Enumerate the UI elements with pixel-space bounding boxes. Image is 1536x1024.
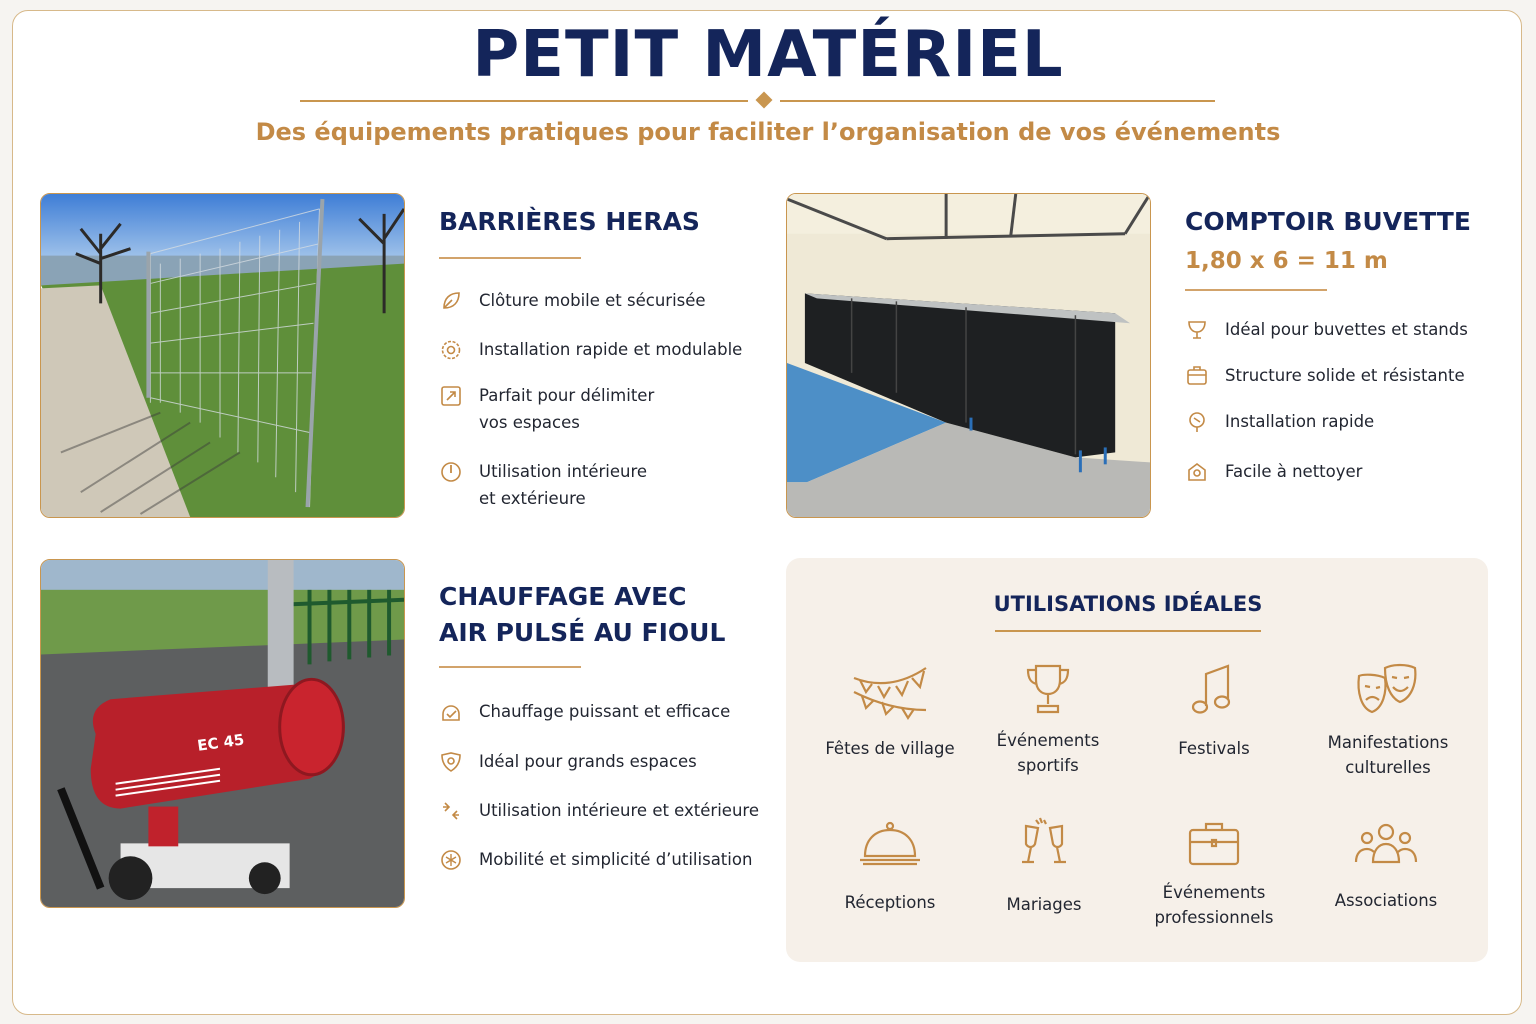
theater-masks-icon — [1353, 660, 1423, 718]
barrieres-feature — [439, 289, 706, 314]
barrieres-title: BARRIÈRES HERAS — [439, 207, 700, 236]
use-label: Réceptions — [844, 893, 936, 912]
compass-icon — [439, 460, 463, 484]
use-item — [1306, 822, 1466, 913]
comptoir-feature — [1185, 460, 1362, 485]
cloche-icon — [857, 820, 923, 868]
comptoir-title: COMPTOIR BUVETTE — [1185, 207, 1471, 236]
comptoir-dimensions: 1,80 x 6 = 11 m — [1185, 248, 1388, 274]
wheel-icon — [439, 848, 463, 872]
use-item — [810, 820, 970, 915]
use-label: Événements professionnels — [1154, 883, 1274, 927]
comptoir-feature — [1185, 410, 1374, 435]
comptoir-photo — [786, 193, 1151, 518]
title-rule-left — [300, 100, 748, 102]
leaf-icon — [439, 289, 463, 313]
feature-text: Idéal pour grands espaces — [479, 752, 697, 771]
trophy-icon — [1018, 662, 1078, 716]
gear-icon — [439, 338, 463, 362]
uses-title: UTILISATIONS IDÉALES — [993, 592, 1263, 616]
barrieres-rule — [439, 257, 581, 259]
clean-icon — [1185, 460, 1209, 484]
feature-text: Mobilité et simplicité d’utilisation — [479, 850, 753, 869]
uses-rule — [995, 630, 1261, 632]
use-label: Associations — [1334, 891, 1438, 910]
feature-text: Installation rapide et modulable — [479, 340, 743, 359]
use-item — [1134, 662, 1294, 761]
use-label: Festivals — [1178, 739, 1250, 758]
swap-icon — [439, 799, 463, 823]
group-icon — [1353, 822, 1419, 866]
feature-text: Idéal pour buvettes et stands — [1225, 320, 1468, 339]
chauffage-feature — [439, 700, 730, 725]
feature-text: Parfait pour délimiter vos espaces — [479, 386, 655, 432]
chauffage-title-line1: CHAUFFAGE AVEC — [439, 582, 687, 611]
barrieres-feature — [439, 384, 654, 436]
drink-icon — [1185, 318, 1209, 342]
page-subtitle: Des équipements pratiques pour faciliter l’organisation de vos événements — [255, 118, 1281, 146]
use-label: Manifestations culturelles — [1327, 733, 1449, 777]
comptoir-feature — [1185, 364, 1465, 389]
flame-icon — [439, 700, 463, 724]
use-label: Fêtes de village — [825, 739, 955, 758]
feature-text: Chauffage puissant et efficace — [479, 702, 731, 721]
page-title: PETIT MATÉRIEL — [472, 18, 1064, 92]
champagne-icon — [1014, 816, 1074, 870]
chauffage-feature — [439, 799, 759, 824]
shield-icon — [439, 750, 463, 774]
heater-model-label: EC 45 — [196, 730, 246, 755]
use-item — [1308, 660, 1468, 780]
tools-icon — [1185, 410, 1209, 434]
use-item — [810, 662, 970, 761]
use-item — [964, 816, 1124, 917]
expand-icon — [439, 384, 463, 408]
bunting-icon — [850, 662, 930, 726]
feature-text: Clôture mobile et sécurisée — [479, 291, 706, 310]
music-note-icon — [1184, 662, 1244, 718]
briefcase-icon — [1184, 818, 1244, 868]
feature-text: Installation rapide — [1225, 412, 1375, 431]
barrieres-photo — [40, 193, 405, 518]
comptoir-feature — [1185, 318, 1468, 343]
chauffage-photo — [40, 559, 405, 908]
feature-text: Facile à nettoyer — [1225, 462, 1363, 481]
comptoir-rule — [1185, 289, 1327, 291]
use-label: Événements sportifs — [996, 731, 1100, 775]
barrieres-feature — [439, 338, 742, 363]
use-item — [968, 662, 1128, 778]
feature-text: Structure solide et résistante — [1225, 366, 1465, 385]
use-label: Mariages — [1006, 895, 1082, 914]
chauffage-rule — [439, 666, 581, 668]
feature-text: Utilisation intérieure et extérieure — [479, 462, 648, 508]
barrieres-feature — [439, 460, 647, 512]
chauffage-feature — [439, 848, 752, 873]
title-rule-right — [780, 100, 1215, 102]
chauffage-feature — [439, 750, 697, 775]
chauffage-title-line2: AIR PULSÉ AU FIOUL — [439, 618, 726, 647]
use-item — [1134, 818, 1294, 930]
box-icon — [1185, 364, 1209, 388]
feature-text: Utilisation intérieure et extérieure — [479, 801, 759, 820]
